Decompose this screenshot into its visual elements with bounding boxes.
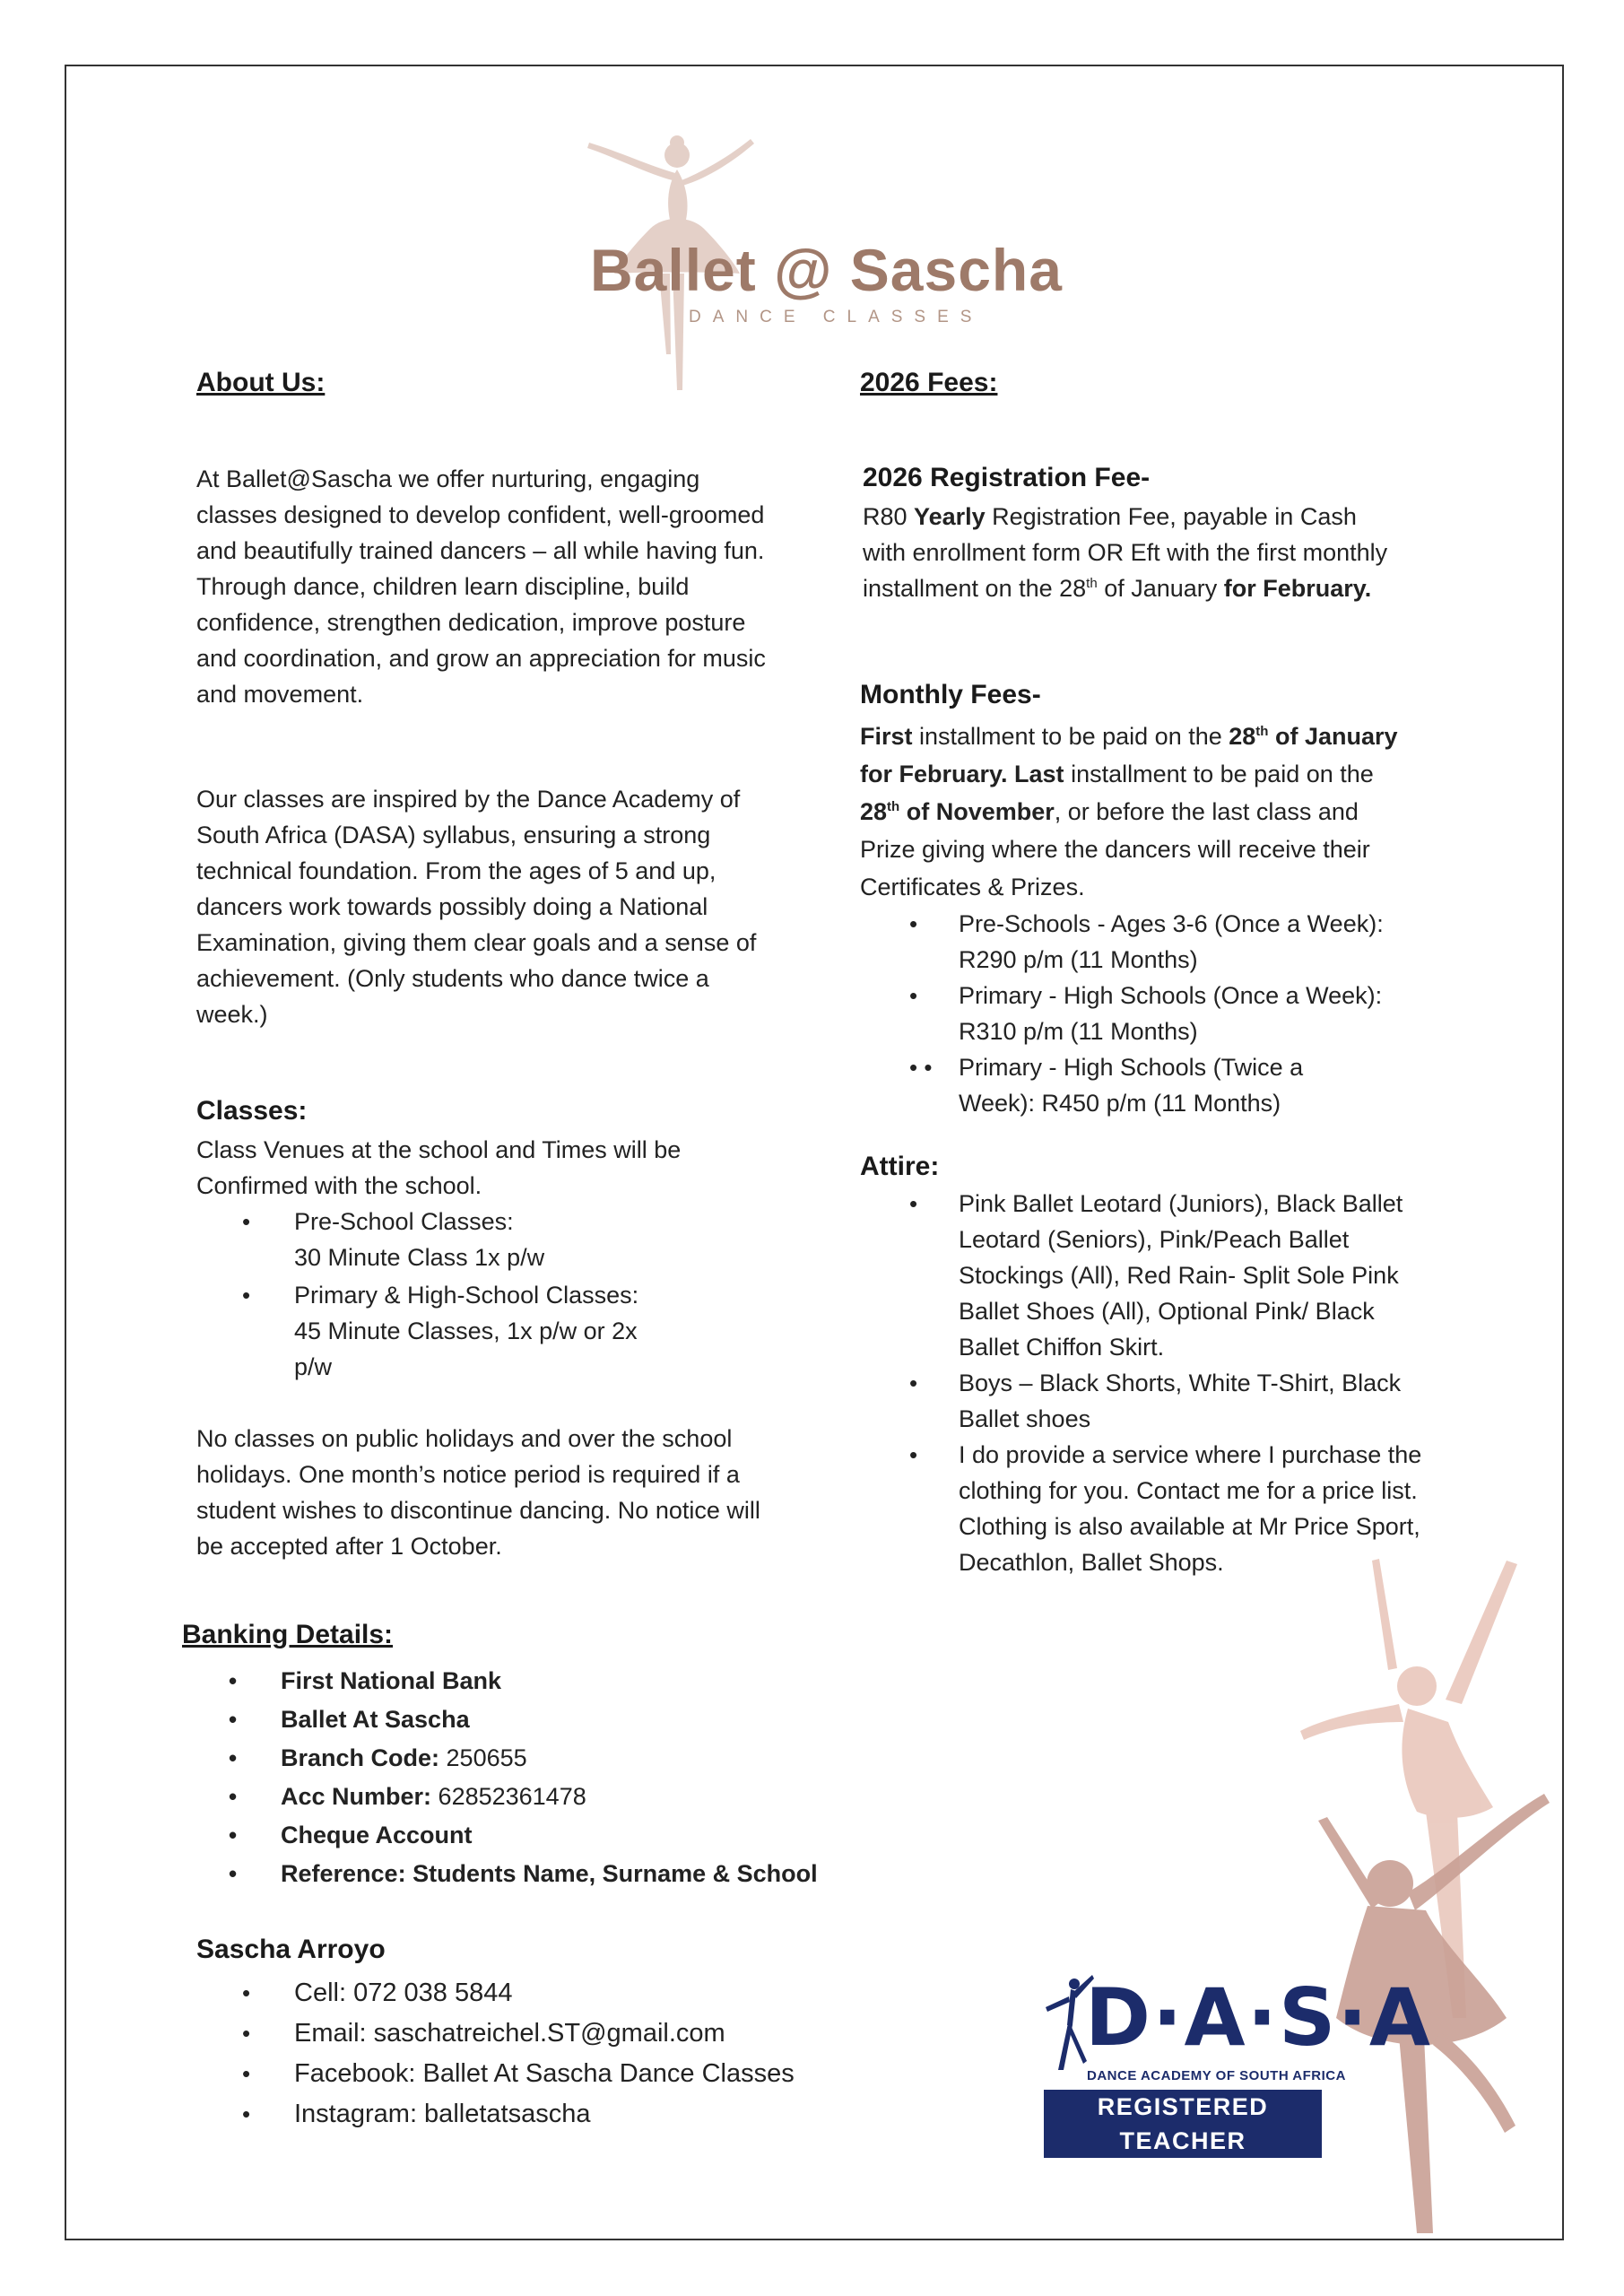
registration-yearly: Yearly [914, 503, 986, 530]
logo-subtitle: DANCE CLASSES [689, 308, 984, 326]
monthly-d1b: of January for February. [860, 723, 1398, 787]
acc-value: 62852361478 [431, 1783, 586, 1810]
list-item [909, 1186, 1425, 1365]
acc-label: Acc Number: [281, 1783, 432, 1810]
bullet-icon: • [909, 1190, 918, 1217]
bullet-icon: • [242, 2060, 251, 2087]
contact-facebook[interactable]: Facebook: Ballet At Sascha Dance Classes [294, 2059, 795, 2088]
attire-item: Boys – Black Shorts, White T-Shirt, Black Ballet shoes [959, 1370, 1402, 1432]
logo [502, 130, 1130, 399]
list-item [242, 2054, 922, 2094]
registration-for-february: for February. [1223, 575, 1372, 602]
fee-item: Pre-Schools - Ages 3-6 (Once a Week): R290 p/m (11 Months) [959, 910, 1384, 973]
about-paragraph-2: Our classes are inspired by the Dance Academy of South Africa (DASA) syllabus, ensuring a strong technical foundation. From the ages of 5 and up, dancers work towards possibly doing a National Examination, giving them clear goals and a sense of achievement. (Only students who dance twice a week.) [196, 786, 757, 1028]
logo-title: Ballet @ Sascha [590, 237, 1063, 303]
registration-text-1: Registration Fee, payable in Cash with enrollment form OR Eft with the first monthly installment on the 28 [863, 503, 1388, 602]
list-item [229, 1816, 926, 1855]
class-title: Primary & High-School Classes: [294, 1282, 639, 1309]
list-item [229, 1739, 926, 1778]
monthly-text [860, 718, 1416, 906]
about-paragraph-1: At Ballet@Sascha we offer nurturing, engaging classes designed to develop confident, well-groomed and beautifully trained dancers – all while having fun. Through dance, children learn discipline, build confidence, strengthen dedication, improve posture and coordination, and grow an appreciation for music and movement. [196, 465, 766, 708]
dasa-org: DANCE ACADEMY OF SOUTH AFRICA [1087, 2068, 1346, 2083]
bullet-icon: • [909, 910, 918, 937]
class-detail: 30 Minute Class 1x p/w [294, 1244, 545, 1271]
bullet-icon: • [229, 1706, 238, 1733]
list-item [909, 906, 1407, 978]
fee-item: Primary - High Schools (Twice a Week): R450 p/m (11 Months) [959, 1054, 1304, 1117]
dasa-badge: REGISTERED TEACHER [1044, 2090, 1322, 2158]
bullet-icon: • [242, 1282, 251, 1309]
list-item [242, 1973, 922, 2013]
contact-cell: Cell: 072 038 5844 [294, 1979, 513, 2007]
account-type: Cheque Account [281, 1822, 473, 1848]
bullet-icon: • [229, 1667, 238, 1694]
account-name: Ballet At Sascha [281, 1706, 470, 1733]
class-detail: 45 Minute Classes, 1x p/w or 2x p/w [294, 1318, 638, 1380]
attire-heading: Attire: [860, 1152, 940, 1181]
bullet-icon: • [229, 1744, 238, 1771]
contact-name: Sascha Arroyo [196, 1935, 386, 1964]
list-item [242, 2094, 922, 2135]
list-item [229, 1700, 926, 1739]
classes-intro: Class Venues at the school and Times will be Confirmed with the school. [196, 1136, 682, 1199]
monthly-d2: 28 [860, 798, 888, 825]
bullet-icon: • [229, 1822, 238, 1848]
registration-text-2: of January [1097, 575, 1224, 602]
monthly-t2: installment to be paid on the [1064, 761, 1374, 787]
list-item [909, 1049, 1407, 1121]
list-item [229, 1778, 926, 1816]
bullet-icon: • [242, 2020, 251, 2047]
bullet-icon: • [909, 1370, 918, 1396]
monthly-fee-list [909, 906, 1407, 1121]
monthly-first: First [860, 723, 913, 750]
monthly-title: Monthly Fees- [860, 680, 1041, 709]
monthly-t3: , or before the last class and Prize giving where the dancers will receive their Certificates & Prizes. [860, 798, 1370, 900]
classes-list [242, 1204, 689, 1385]
monthly-sup2: th [887, 799, 900, 814]
fees-heading: 2026 Fees: [860, 368, 998, 397]
contact-email[interactable]: Email: saschatreichel.ST@gmail.com [294, 2019, 725, 2048]
attire-list [909, 1186, 1425, 1580]
bullet-icon: • [229, 1860, 238, 1887]
bullet-icon: • [242, 1979, 251, 2006]
list-item [242, 2013, 922, 2054]
registration-sup: th [1086, 576, 1098, 591]
fee-item: Primary - High Schools (Once a Week): R310 p/m (11 Months) [959, 982, 1383, 1045]
banking-list [229, 1662, 926, 1893]
branch-value: 250655 [439, 1744, 527, 1771]
registration-text [863, 499, 1401, 606]
registration-title: 2026 Registration Fee- [863, 463, 1151, 492]
list-item [242, 1277, 689, 1385]
list-item [909, 1365, 1425, 1437]
bank-name: First National Bank [281, 1667, 502, 1694]
monthly-d2b: of November [899, 798, 1055, 825]
dasa-logo [1040, 1971, 1432, 2154]
contact-instagram[interactable]: Instagram: balletatsascha [294, 2100, 591, 2128]
classes-note: No classes on public holidays and over the school holidays. One month’s notice period is required if a student wishes to discontinue dancing. No notice will be accepted after 1 October. [196, 1425, 760, 1560]
list-item [242, 1204, 689, 1275]
branch-label: Branch Code: [281, 1744, 440, 1771]
list-item [909, 978, 1407, 1049]
monthly-d1: 28 [1229, 723, 1256, 750]
about-heading: About Us: [196, 368, 326, 397]
bullet-icon: • [242, 1208, 251, 1235]
list-item [229, 1855, 926, 1893]
bullet-icon: • • [909, 1054, 933, 1081]
contact-list [242, 1973, 922, 2135]
payment-reference: Reference: Students Name, Surname & School [281, 1860, 818, 1887]
monthly-sup1: th [1255, 724, 1269, 739]
classes-heading: Classes: [196, 1096, 308, 1126]
attire-item: Pink Ballet Leotard (Juniors), Black Ballet Leotard (Seniors), Pink/Peach Ballet Stockings (All), Red Rain- Split Sole Pink Ballet Shoes (All), Optional Pink/ Black Ballet Chiffon Skirt. [959, 1190, 1403, 1361]
class-title: Pre-School Classes: [294, 1208, 514, 1235]
attire-item: I do provide a service where I purchase the clothing for you. Contact me for a price list. Clothing is also available at Mr Price Sport, Decathlon, Ballet Shops. [959, 1441, 1422, 1576]
banking-heading: Banking Details: [182, 1620, 394, 1649]
monthly-t1: installment to be paid on the [912, 723, 1229, 750]
list-item [229, 1662, 926, 1700]
dasa-letters: D·A·S·A [1085, 1971, 1432, 2064]
bullet-icon: • [242, 2100, 251, 2127]
monthly-last: Last [1007, 761, 1064, 787]
registration-amount: R80 [863, 503, 915, 530]
bullet-icon: • [909, 982, 918, 1009]
bullet-icon: • [909, 1441, 918, 1468]
bullet-icon: • [229, 1783, 238, 1810]
